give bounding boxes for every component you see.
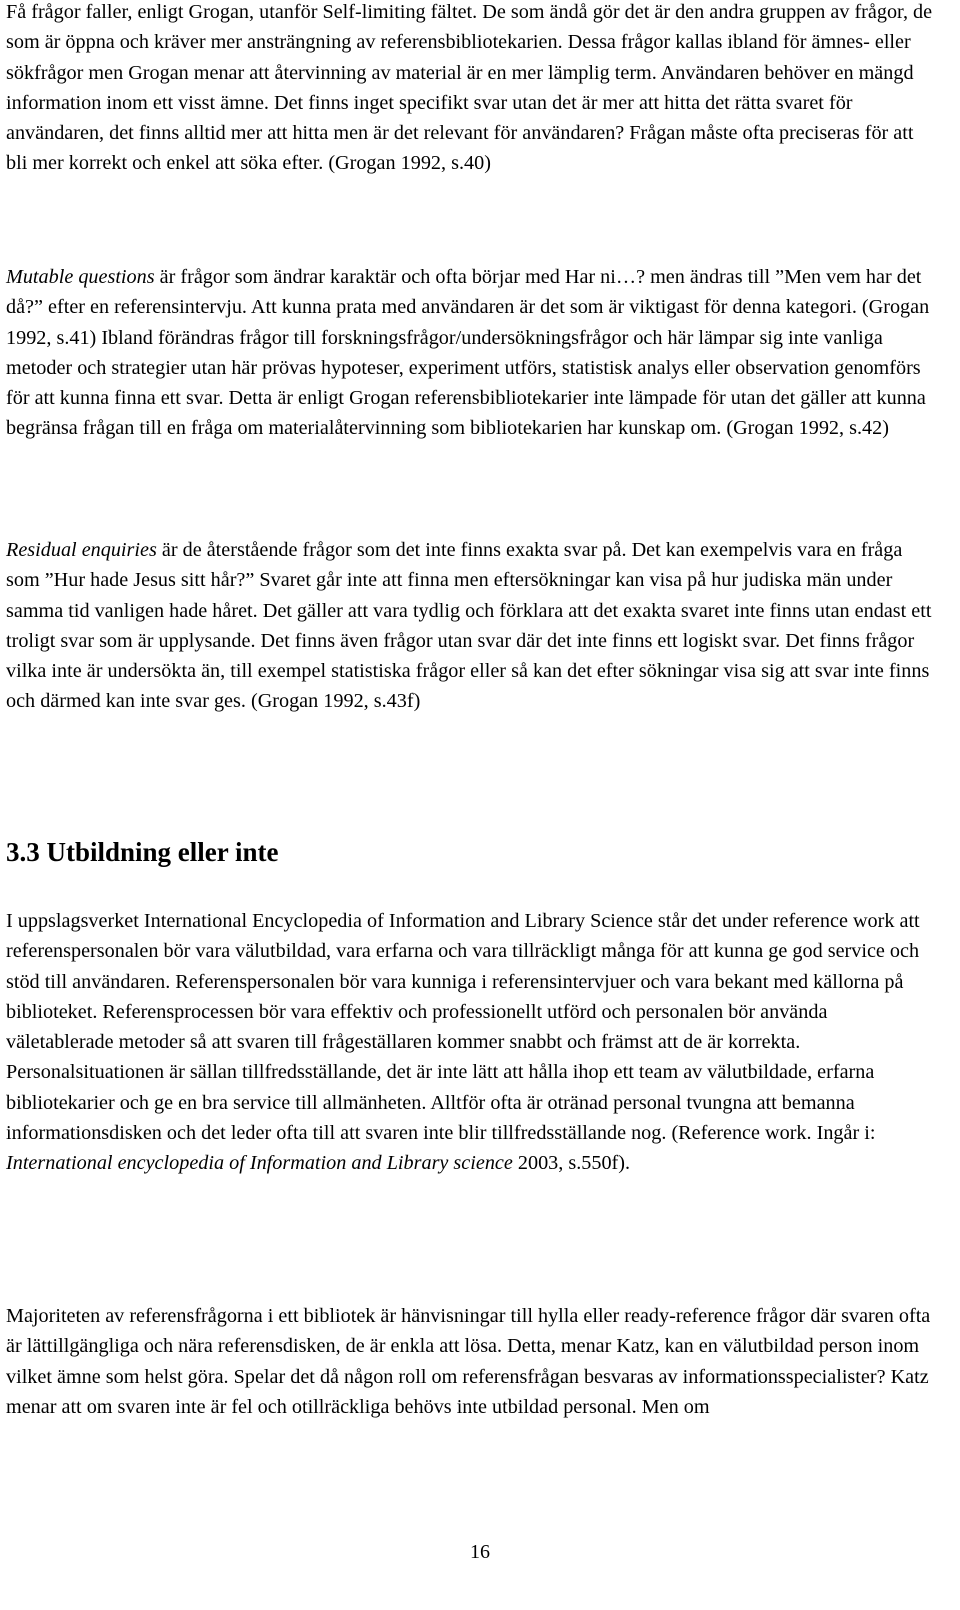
term-residual-enquiries: Residual enquiries — [6, 539, 157, 561]
paragraph-mutable-questions-body: är frågor som ändrar karaktär och ofta börjar med Har ni…? men ändras till ”Men vem har det då?” efter en referensintervju. Att kunna prata med användaren är det som är viktigast för denna kategori. (Grogan 1992, s.41) Ibland förändras frågor till forskningsfrågor/undersökningsfrågor och här lämpar sig inte vanliga metoder och strategier utan här prövas hypoteser, experiment utförs, statistisk analys eller observation genomförs för att kunna finna ett svar. Detta är enligt Grogan referensbibliotekarier inte lämpade för utan det gäller att kunna begränsa frågan till en fråga om materialåtervinning som bibliotekarien har kunskap om. (Grogan 1992, s.42) — [6, 266, 930, 440]
paragraph-mutable-questions — [6, 262, 936, 444]
paragraph-reference-work-body: I uppslagsverket International Encyclopedia of Information and Library Science står det under reference work att referenspersonalen bör vara välutbildad, vara erfarna och vara tillräckligt många för att kunna ge god service och stöd till användaren. Referenspersonalen bör vara kunniga i referensintervjuer och vara bekant med källorna på biblioteket. Referensprocessen bör vara effektiv och professionellt utförd och personalen bör använda väletablerade metoder så att svaren till frågeställaren kommer snabbt och främst att de är korrekta. Personalsituationen är sällan tillfredsställande, det är inte lätt att hålla ihop ett team av välutbildade, erfarna bibliotekarier och ge en bra service till allmänheten. Alltför ofta är otränad personal tvungna att bemanna informationsdisken och det leder ofta till att svaren inte blir tillfredsställande nog. (Reference work. Ingår i: — [6, 910, 920, 1145]
paragraph-reference-work-tail: 2003, s.550f). — [512, 1152, 631, 1175]
paragraph-residual-enquiries — [6, 535, 936, 717]
paragraph-ready-reference: Majoriteten av referensfrågorna i ett bibliotek är hänvisningar till hylla eller ready-reference frågor där svaren ofta är lättillgängliga och nära referensdisken, de är enkla att lösa. Detta, menar Katz, kan en välutbildad person inom vilket ämne som helst göra. Spelar det då någon roll om referensfrågan besvaras av informationsspecialister? Katz menar att om svaren inte är fel och otillräckliga behövs inte utbildad personal. Men om — [6, 1305, 931, 1418]
section-heading: 3.3 Utbildning eller inte — [6, 837, 279, 867]
page-number: 16 — [470, 1541, 490, 1563]
paragraph-residual-enquiries-body: är de återstående frågor som det inte finns exakta svar på. Det kan exempelvis vara en fråga som ”Hur hade Jesus sitt hår?” Svaret går inte att finna men eftersökningar kan visa på hur judiska män under samma tid vanligen hade håret. Det gäller att vara tydlig och förklara att det exakta svaret inte finns utan endast ett troligt svar som är upplysande. Det finns även frågor utan svar där det inte finns ett logiskt svar. Det finns frågor vilka inte är undersökta än, till exempel statistiska frågor eller så kan det efter sökningar visa sig att svar inte finns och därmed kan inte svar ges. (Grogan 1992, s.43f) — [6, 539, 932, 713]
paragraph-self-limiting: Få frågor faller, enligt Grogan, utanför Self-limiting fältet. De som ändå gör det är den andra gruppen av frågor, de som är öppna och kräver mer ansträngning av referensbibliotekarien. Dessa frågor kallas ibland för ämnes- eller sökfrågor men Grogan menar att återvinning av material är en mer lämplig term. Användaren behöver en mängd information inom ett visst ämne. Det finns inget specifikt svar utan det är mer att hitta det rätta svaret för användaren, det finns alltid mer att hitta men är det relevant för användaren? Frågan måste ofta preciseras för att bli mer korrekt och enkel att söka efter. (Grogan 1992, s.40) — [6, 1, 933, 175]
citation-encyclopedia-title: International encyclopedia of Information and Library science — [6, 1152, 513, 1175]
term-mutable-questions: Mutable questions — [6, 266, 155, 288]
paragraph-reference-work — [6, 906, 936, 1179]
